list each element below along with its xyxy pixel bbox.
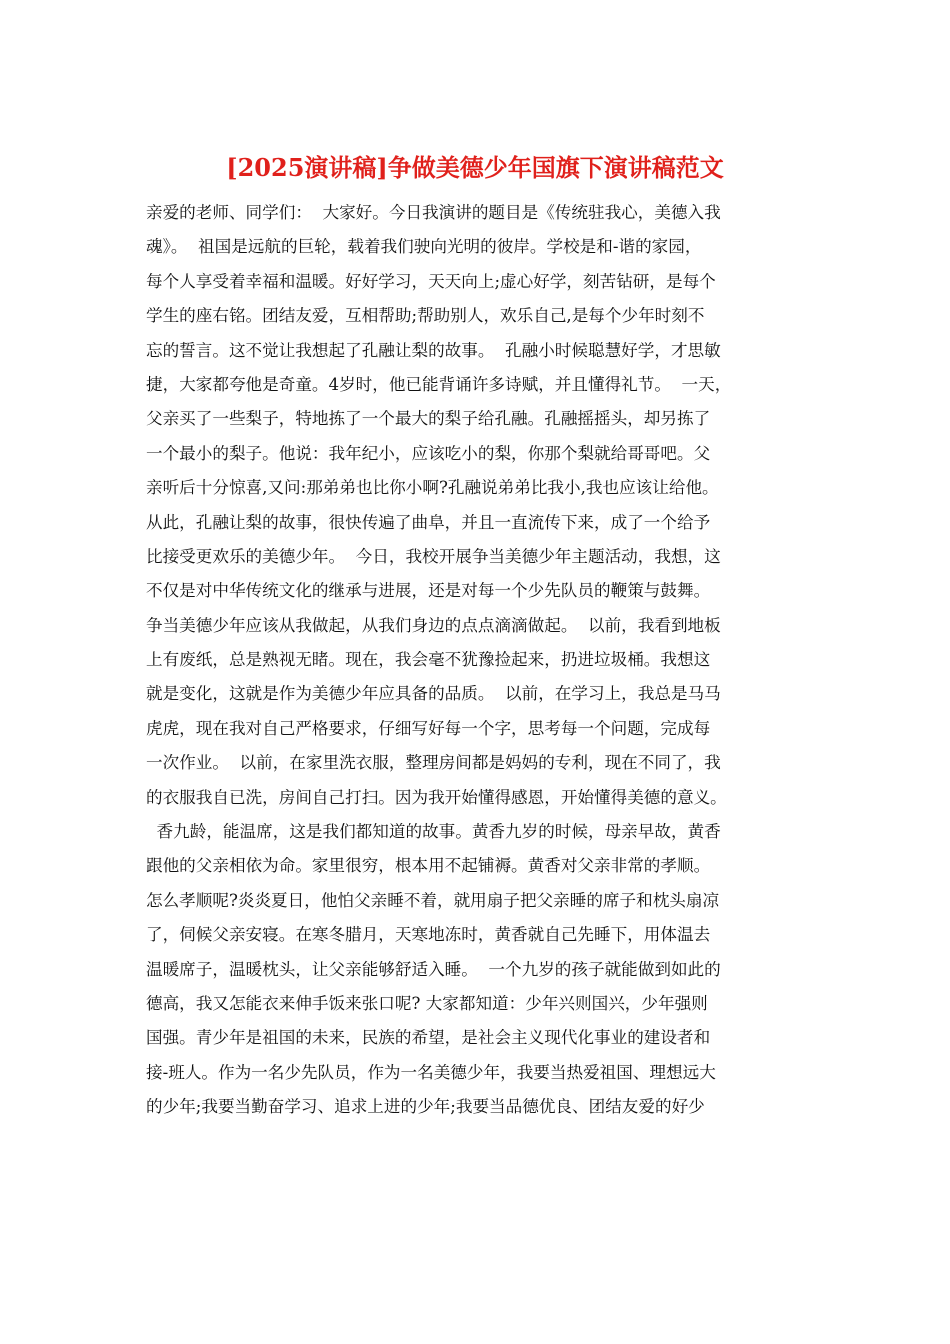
body-line: 学生的座右铭。团结友爱，互相帮助;帮助别人，欢乐自己,是每个少年时刻不 xyxy=(146,306,705,326)
body-line: 从此，孔融让梨的故事，很快传遍了曲阜，并且一直流传下来，成了一个给予 xyxy=(146,512,711,532)
body-line: 香九龄，能温席，这是我们都知道的故事。黄香九岁的时候，母亲早故，黄香 xyxy=(146,822,721,842)
body-line: 一个最小的梨子。他说：我年纪小，应该吃小的梨，你那个梨就给哥哥吧。父 xyxy=(146,443,711,463)
body-line: 就是变化，这就是作为美德少年应具备的品质。 以前，在学习上，我总是马马 xyxy=(146,684,721,704)
body-line: 一次作业。 以前，在家里洗衣服，整理房间都是妈妈的专利，现在不同了，我 xyxy=(146,753,721,773)
body-line: 国强。青少年是祖国的未来，民族的希望，是社会主义现代化事业的建设者和 xyxy=(146,1028,711,1048)
body-line: 每个人享受着幸福和温暖。好好学习，天天向上;虚心好学，刻苦钻研，是每个 xyxy=(146,271,716,291)
body-line: 父亲买了一些梨子，特地拣了一个最大的梨子给孔融。孔融摇摇头，却另拣了 xyxy=(146,409,711,429)
body-line: 亲听后十分惊喜,又问:那弟弟也比你小啊?孔融说弟弟比我小,我也应该让给他。 xyxy=(146,478,719,498)
document-body xyxy=(146,196,806,1125)
body-line: 接-班人。作为一名少先队员，作为一名美德少年，我要当热爱祖国、理想远大 xyxy=(146,1062,716,1082)
body-line: 的少年;我要当勤奋学习、追求上进的少年;我要当品德优良、团结友爱的好少 xyxy=(146,1097,705,1117)
body-line: 跟他的父亲相依为命。家里很穷，根本用不起铺褥。黄香对父亲非常的孝顺。 xyxy=(146,856,711,876)
body-line: 比接受更欢乐的美德少年。 今日，我校开展争当美德少年主题活动，我想，这 xyxy=(146,546,721,566)
body-line: 忘的誓言。这不觉让我想起了孔融让梨的故事。 孔融小时候聪慧好学，才思敏 xyxy=(146,340,721,360)
body-line: 了，伺候父亲安寝。在寒冬腊月，天寒地冻时，黄香就自己先睡下，用体温去 xyxy=(146,925,711,945)
document-title: [2025演讲稿]争做美德少年国旗下演讲稿范文 xyxy=(226,153,724,182)
body-line: 争当美德少年应该从我做起，从我们身边的点点滴滴做起。 以前，我看到地板 xyxy=(146,615,721,635)
body-line: 德高，我又怎能衣来伸手饭来张口呢? 大家都知道：少年兴则国兴，少年强则 xyxy=(146,993,708,1013)
body-line: 的衣服我自已洗，房间自己打扫。因为我开始懂得感恩，开始懂得美德的意义。 xyxy=(146,787,727,807)
body-line: 虎虎，现在我对自己严格要求，仔细写好每一个字，思考每一个问题，完成每 xyxy=(146,718,711,738)
body-line: 捷，大家都夸他是奇童。4岁时，他已能背诵许多诗赋，并且懂得礼节。 一天， xyxy=(146,374,732,394)
body-line: 不仅是对中华传统文化的继承与进展，还是对每一个少先队员的鞭策与鼓舞。 xyxy=(146,581,711,601)
body-line: 魂》。 祖国是远航的巨轮，载着我们驶向光明的彼岸。学校是和-谐的家园， xyxy=(146,237,702,257)
body-line: 上有废纸，总是熟视无睹。现在，我会毫不犹豫捡起来，扔进垃圾桶。我想这 xyxy=(146,650,711,670)
body-line: 温暖席子，温暖枕头，让父亲能够舒适入睡。 一个九岁的孩子就能做到如此的 xyxy=(146,959,721,979)
body-line: 怎么孝顺呢?炎炎夏日，他怕父亲睡不着，就用扇子把父亲睡的席子和枕头扇凉 xyxy=(146,890,720,910)
body-line: 亲爱的老师、同学们： 大家好。今日我演讲的题目是《传统驻我心，美德入我 xyxy=(146,203,721,222)
